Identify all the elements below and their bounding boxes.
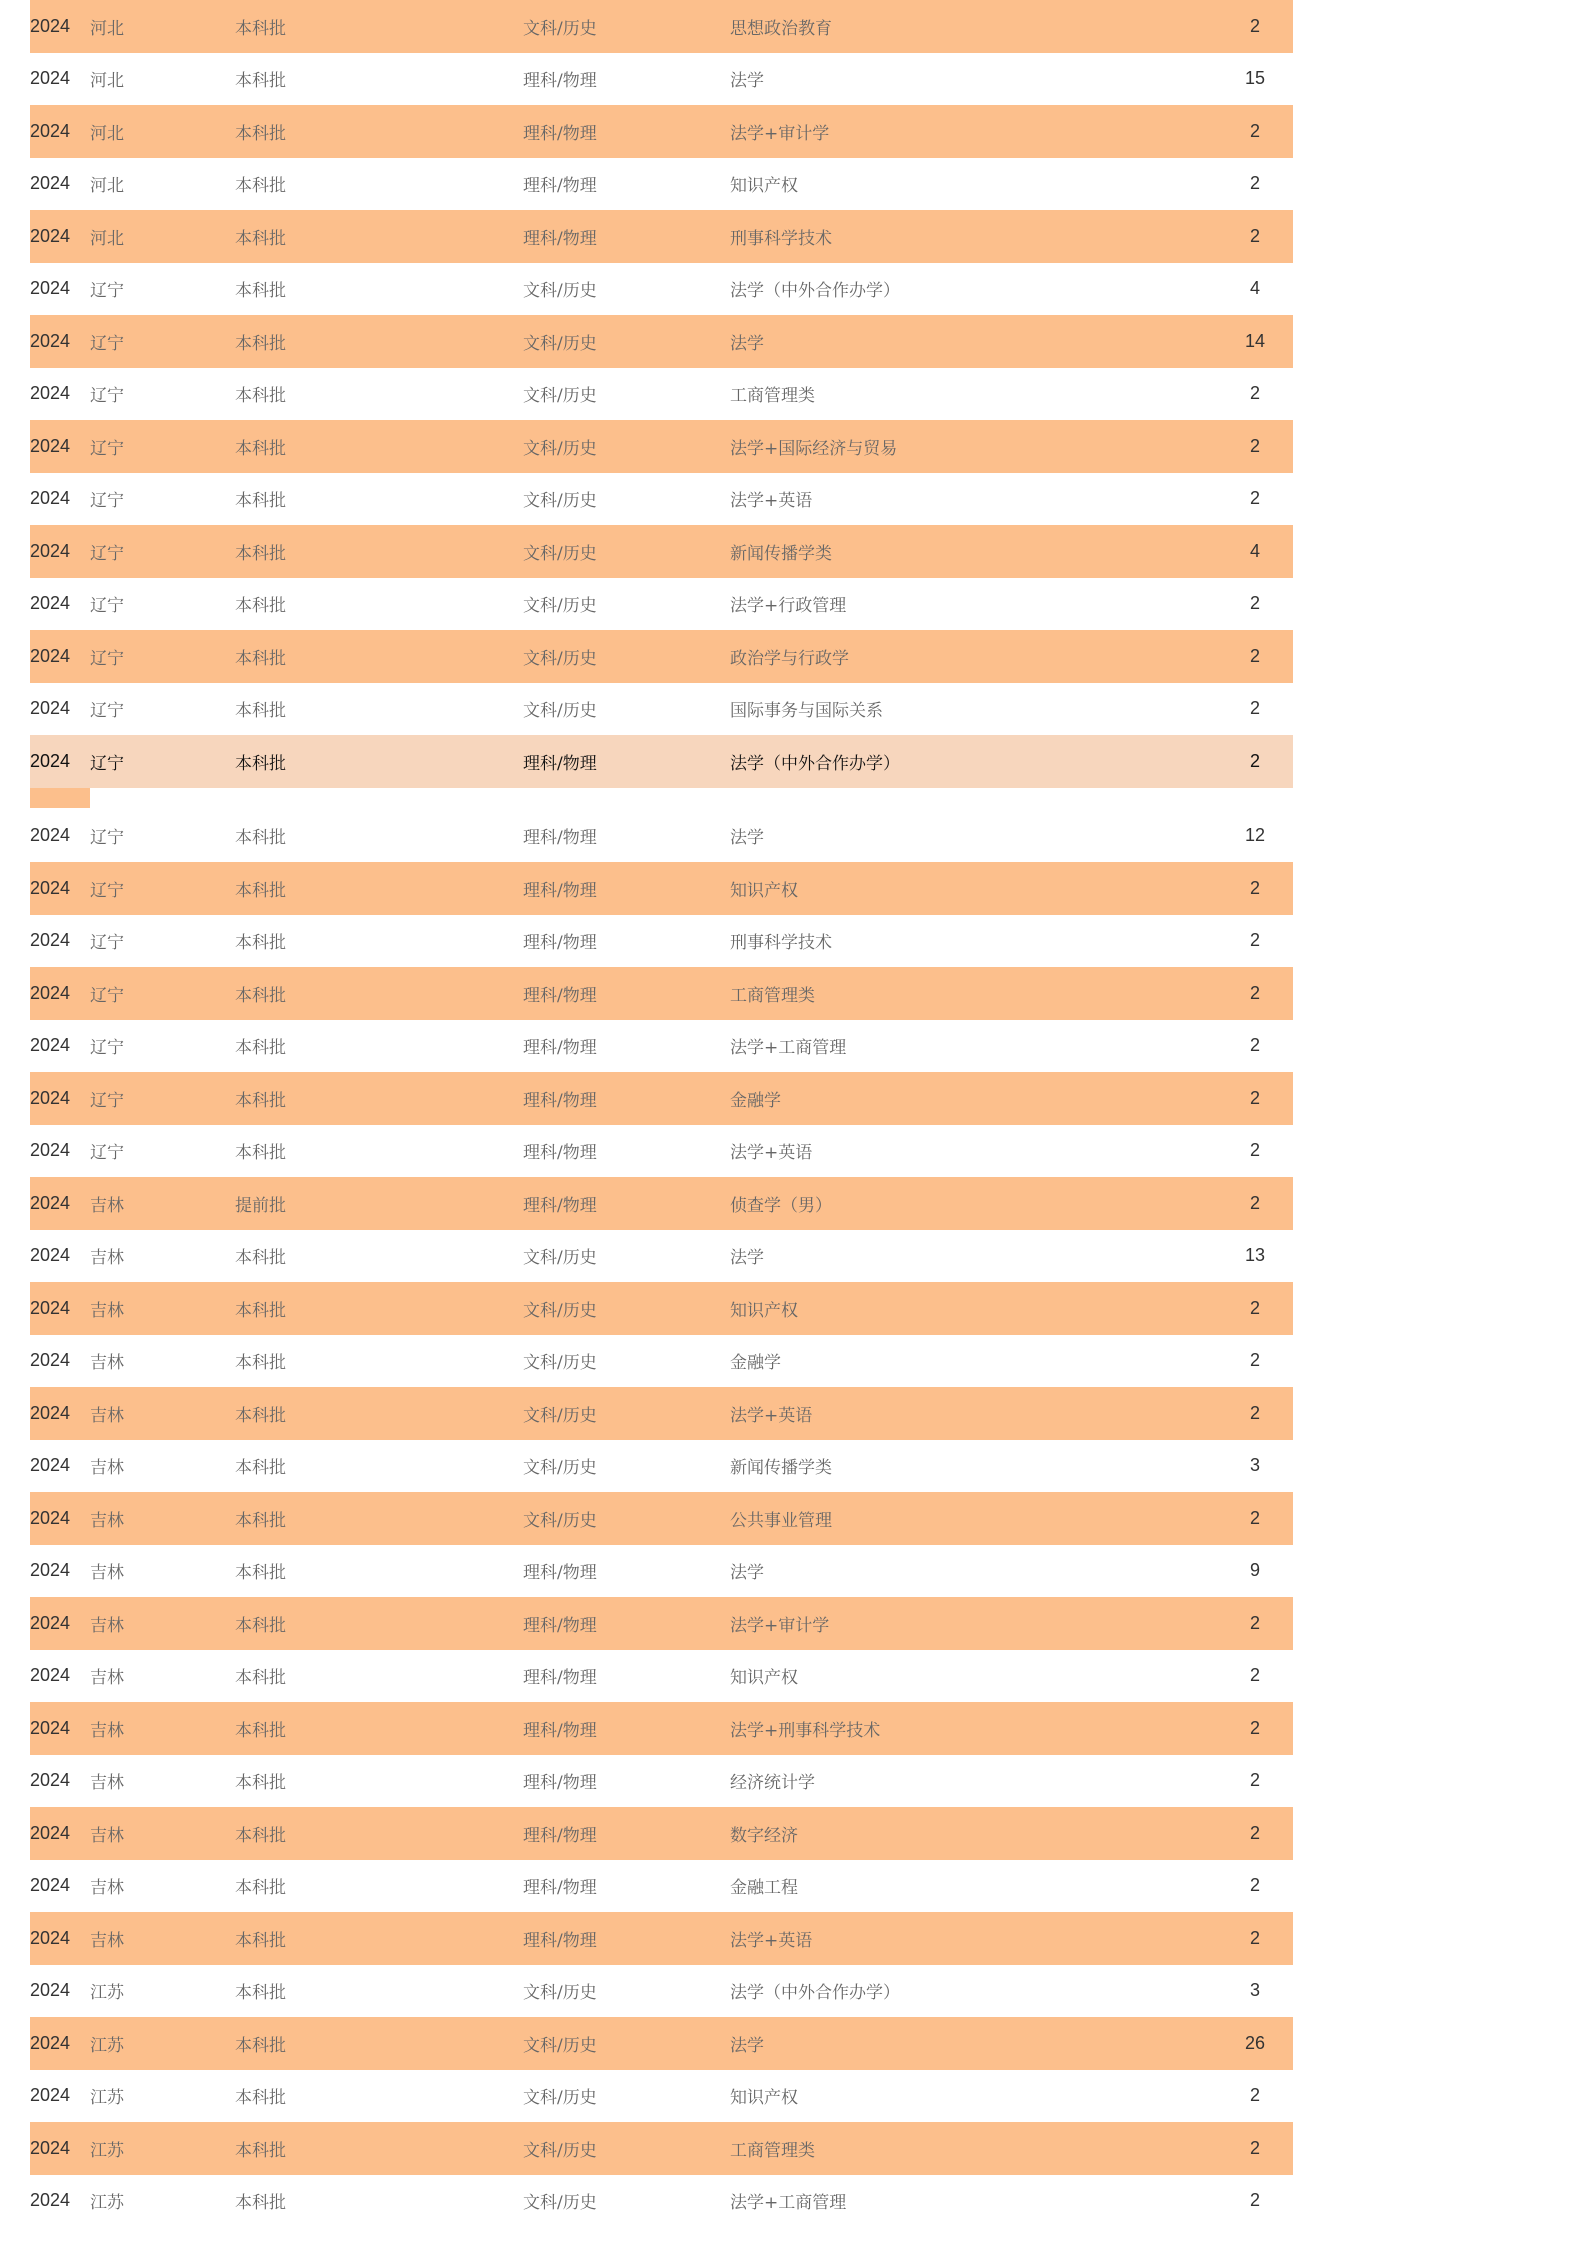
table-row[interactable]	[30, 1492, 1293, 1545]
batch-cell[interactable]: 本科批	[235, 491, 286, 512]
major-cell[interactable]: 知识产权	[730, 176, 798, 197]
subject-type-cell[interactable]: 理科/物理	[523, 828, 597, 849]
major-cell[interactable]: 金融学	[730, 1353, 781, 1374]
province-cell[interactable]: 吉林	[90, 1563, 124, 1584]
major-cell[interactable]: 法学+工商管理	[730, 2193, 847, 2214]
subject-type-cell[interactable]: 理科/物理	[523, 753, 597, 774]
major-cell[interactable]: 法学+英语	[730, 1143, 813, 1164]
count-cell[interactable]: 3	[1249, 1980, 1260, 2001]
major-cell[interactable]: 法学	[730, 2035, 764, 2056]
count-cell[interactable]: 15	[1244, 68, 1266, 89]
major-cell[interactable]: 法学+审计学	[730, 1615, 830, 1636]
year-cell[interactable]: 2024	[30, 825, 71, 846]
year-cell[interactable]: 2024	[30, 1455, 71, 1476]
province-cell[interactable]: 江苏	[90, 1983, 124, 2004]
year-cell[interactable]: 2024	[30, 15, 71, 36]
batch-cell[interactable]: 本科批	[235, 333, 286, 354]
batch-cell[interactable]: 本科批	[235, 701, 286, 722]
year-cell[interactable]: 2024	[30, 68, 71, 89]
count-cell[interactable]: 2	[1249, 1035, 1260, 1056]
major-cell[interactable]: 刑事科学技术	[730, 933, 832, 954]
year-cell[interactable]: 2024	[30, 1822, 71, 1843]
table-row-selected[interactable]	[30, 735, 1293, 788]
subject-type-cell[interactable]: 文科/历史	[523, 1248, 597, 1269]
province-cell[interactable]: 吉林	[90, 1930, 124, 1951]
province-cell[interactable]: 吉林	[90, 1300, 124, 1321]
table-row[interactable]	[30, 53, 1293, 106]
count-cell[interactable]: 2	[1249, 1665, 1260, 1686]
major-cell[interactable]: 法学	[730, 1248, 764, 1269]
table-row[interactable]	[30, 1912, 1293, 1965]
year-cell[interactable]: 2024	[30, 2137, 71, 2158]
major-cell[interactable]: 知识产权	[730, 2088, 798, 2109]
subject-type-cell[interactable]: 文科/历史	[523, 2193, 597, 2214]
subject-type-cell[interactable]: 理科/物理	[523, 933, 597, 954]
table-row[interactable]	[30, 1650, 1293, 1703]
province-cell[interactable]: 辽宁	[90, 543, 124, 564]
major-cell[interactable]: 法学（中外合作办学）	[730, 1983, 900, 2004]
count-cell[interactable]: 2	[1249, 1717, 1260, 1738]
count-cell[interactable]: 2	[1249, 1350, 1260, 1371]
year-cell[interactable]: 2024	[30, 750, 71, 771]
batch-cell[interactable]: 本科批	[235, 2140, 286, 2161]
batch-cell[interactable]: 本科批	[235, 753, 286, 774]
subject-type-cell[interactable]: 文科/历史	[523, 2140, 597, 2161]
major-cell[interactable]: 工商管理类	[730, 2140, 815, 2161]
major-cell[interactable]: 法学+行政管理	[730, 596, 847, 617]
province-cell[interactable]: 河北	[90, 123, 124, 144]
batch-cell[interactable]: 本科批	[235, 386, 286, 407]
subject-type-cell[interactable]: 文科/历史	[523, 648, 597, 669]
batch-cell[interactable]: 本科批	[235, 933, 286, 954]
year-cell[interactable]: 2024	[30, 1192, 71, 1213]
table-row[interactable]	[30, 0, 1293, 53]
subject-type-cell[interactable]: 文科/历史	[523, 2088, 597, 2109]
batch-cell[interactable]: 本科批	[235, 1300, 286, 1321]
table-row[interactable]	[30, 1387, 1293, 1440]
batch-cell[interactable]: 本科批	[235, 1458, 286, 1479]
year-cell[interactable]: 2024	[30, 877, 71, 898]
table-row[interactable]	[30, 2017, 1293, 2070]
subject-type-cell[interactable]: 文科/历史	[523, 1983, 597, 2004]
count-cell[interactable]: 2	[1249, 1822, 1260, 1843]
count-cell[interactable]: 2	[1249, 488, 1260, 509]
table-row[interactable]	[30, 1020, 1293, 1073]
count-cell[interactable]: 2	[1249, 1297, 1260, 1318]
year-cell[interactable]: 2024	[30, 330, 71, 351]
count-cell[interactable]: 2	[1249, 383, 1260, 404]
year-cell[interactable]: 2024	[30, 1140, 71, 1161]
subject-type-cell[interactable]: 理科/物理	[523, 1773, 597, 1794]
major-cell[interactable]: 刑事科学技术	[730, 228, 832, 249]
count-cell[interactable]: 2	[1249, 930, 1260, 951]
batch-cell[interactable]: 本科批	[235, 2035, 286, 2056]
cell-selection-highlight[interactable]	[30, 788, 90, 808]
count-cell[interactable]: 4	[1249, 540, 1260, 561]
table-row[interactable]	[30, 473, 1293, 526]
major-cell[interactable]: 公共事业管理	[730, 1510, 832, 1531]
count-cell[interactable]: 2	[1249, 15, 1260, 36]
province-cell[interactable]: 吉林	[90, 1668, 124, 1689]
major-cell[interactable]: 工商管理类	[730, 985, 815, 1006]
count-cell[interactable]: 2	[1249, 1875, 1260, 1896]
province-cell[interactable]: 吉林	[90, 1773, 124, 1794]
batch-cell[interactable]: 本科批	[235, 1773, 286, 1794]
subject-type-cell[interactable]: 理科/物理	[523, 123, 597, 144]
province-cell[interactable]: 吉林	[90, 1458, 124, 1479]
province-cell[interactable]: 吉林	[90, 1195, 124, 1216]
subject-type-cell[interactable]: 文科/历史	[523, 1405, 597, 1426]
subject-type-cell[interactable]: 理科/物理	[523, 880, 597, 901]
subject-type-cell[interactable]: 文科/历史	[523, 1458, 597, 1479]
table-row[interactable]	[30, 1597, 1293, 1650]
year-cell[interactable]: 2024	[30, 1612, 71, 1633]
table-row[interactable]	[30, 105, 1293, 158]
major-cell[interactable]: 数字经济	[730, 1825, 798, 1846]
batch-cell[interactable]: 本科批	[235, 438, 286, 459]
province-cell[interactable]: 江苏	[90, 2035, 124, 2056]
major-cell[interactable]: 法学（中外合作办学）	[730, 281, 900, 302]
province-cell[interactable]: 河北	[90, 18, 124, 39]
count-cell[interactable]: 3	[1249, 1455, 1260, 1476]
batch-cell[interactable]: 本科批	[235, 1668, 286, 1689]
count-cell[interactable]: 4	[1249, 278, 1260, 299]
major-cell[interactable]: 法学+英语	[730, 1405, 813, 1426]
year-cell[interactable]: 2024	[30, 1560, 71, 1581]
province-cell[interactable]: 吉林	[90, 1878, 124, 1899]
major-cell[interactable]: 法学	[730, 828, 764, 849]
batch-cell[interactable]: 本科批	[235, 281, 286, 302]
major-cell[interactable]: 法学+英语	[730, 491, 813, 512]
subject-type-cell[interactable]: 理科/物理	[523, 1825, 597, 1846]
year-cell[interactable]: 2024	[30, 1875, 71, 1896]
count-cell[interactable]: 2	[1249, 1402, 1260, 1423]
table-row[interactable]	[30, 2122, 1293, 2175]
province-cell[interactable]: 吉林	[90, 1353, 124, 1374]
table-row[interactable]	[30, 967, 1293, 1020]
table-row[interactable]	[30, 315, 1293, 368]
major-cell[interactable]: 政治学与行政学	[730, 648, 849, 669]
table-row[interactable]	[30, 1177, 1293, 1230]
province-cell[interactable]: 辽宁	[90, 1038, 124, 1059]
subject-type-cell[interactable]: 文科/历史	[523, 1353, 597, 1374]
subject-type-cell[interactable]: 理科/物理	[523, 1930, 597, 1951]
major-cell[interactable]: 国际事务与国际关系	[730, 701, 883, 722]
count-cell[interactable]: 2	[1249, 1087, 1260, 1108]
batch-cell[interactable]: 本科批	[235, 71, 286, 92]
year-cell[interactable]: 2024	[30, 488, 71, 509]
table-row[interactable]	[30, 263, 1293, 316]
subject-type-cell[interactable]: 文科/历史	[523, 18, 597, 39]
table-body-upper	[30, 0, 1293, 788]
province-cell[interactable]: 辽宁	[90, 333, 124, 354]
count-cell[interactable]: 2	[1249, 2085, 1260, 2106]
year-cell[interactable]: 2024	[30, 1665, 71, 1686]
subject-type-cell[interactable]: 文科/历史	[523, 1300, 597, 1321]
major-cell[interactable]: 法学	[730, 71, 764, 92]
province-cell[interactable]: 辽宁	[90, 438, 124, 459]
year-cell[interactable]: 2024	[30, 1245, 71, 1266]
major-cell[interactable]: 金融工程	[730, 1878, 798, 1899]
count-cell[interactable]: 2	[1249, 1507, 1260, 1528]
count-cell[interactable]: 2	[1249, 120, 1260, 141]
province-cell[interactable]: 河北	[90, 176, 124, 197]
table-row[interactable]	[30, 1072, 1293, 1125]
table-row[interactable]	[30, 525, 1293, 578]
major-cell[interactable]: 新闻传播学类	[730, 543, 832, 564]
province-cell[interactable]: 河北	[90, 71, 124, 92]
province-cell[interactable]: 辽宁	[90, 491, 124, 512]
table-row[interactable]	[30, 2070, 1293, 2123]
batch-cell[interactable]: 本科批	[235, 1143, 286, 1164]
subject-type-cell[interactable]: 理科/物理	[523, 1720, 597, 1741]
province-cell[interactable]: 吉林	[90, 1615, 124, 1636]
major-cell[interactable]: 思想政治教育	[730, 18, 832, 39]
batch-cell[interactable]: 本科批	[235, 1825, 286, 1846]
table-row[interactable]	[30, 1702, 1293, 1755]
subject-type-cell[interactable]: 理科/物理	[523, 1668, 597, 1689]
table-row[interactable]	[30, 810, 1293, 863]
subject-type-cell[interactable]: 理科/物理	[523, 1615, 597, 1636]
year-cell[interactable]: 2024	[30, 593, 71, 614]
subject-type-cell[interactable]: 文科/历史	[523, 281, 597, 302]
year-cell[interactable]: 2024	[30, 1770, 71, 1791]
count-cell[interactable]: 2	[1249, 1192, 1260, 1213]
subject-type-cell[interactable]: 理科/物理	[523, 228, 597, 249]
year-cell[interactable]: 2024	[30, 930, 71, 951]
batch-cell[interactable]: 本科批	[235, 176, 286, 197]
subject-type-cell[interactable]: 理科/物理	[523, 1195, 597, 1216]
batch-cell[interactable]: 本科批	[235, 123, 286, 144]
subject-type-cell[interactable]: 文科/历史	[523, 701, 597, 722]
table-row[interactable]	[30, 2175, 1293, 2228]
province-cell[interactable]: 江苏	[90, 2088, 124, 2109]
batch-cell[interactable]: 本科批	[235, 1510, 286, 1531]
table-row[interactable]	[30, 915, 1293, 968]
major-cell[interactable]: 法学（中外合作办学）	[730, 753, 900, 774]
major-cell[interactable]: 法学+工商管理	[730, 1038, 847, 1059]
batch-cell[interactable]: 本科批	[235, 596, 286, 617]
count-cell[interactable]: 2	[1249, 593, 1260, 614]
province-cell[interactable]: 吉林	[90, 1405, 124, 1426]
batch-cell[interactable]: 本科批	[235, 1983, 286, 2004]
count-cell[interactable]: 2	[1249, 1612, 1260, 1633]
count-cell[interactable]: 2	[1249, 1140, 1260, 1161]
province-cell[interactable]: 辽宁	[90, 1143, 124, 1164]
batch-cell[interactable]: 本科批	[235, 228, 286, 249]
province-cell[interactable]: 江苏	[90, 2193, 124, 2214]
subject-type-cell[interactable]: 理科/物理	[523, 71, 597, 92]
year-cell[interactable]: 2024	[30, 2032, 71, 2053]
subject-type-cell[interactable]: 理科/物理	[523, 176, 597, 197]
batch-cell[interactable]: 本科批	[235, 828, 286, 849]
batch-cell[interactable]: 本科批	[235, 1405, 286, 1426]
subject-type-cell[interactable]: 文科/历史	[523, 1510, 597, 1531]
province-cell[interactable]: 江苏	[90, 2140, 124, 2161]
subject-type-cell[interactable]: 理科/物理	[523, 1878, 597, 1899]
count-cell[interactable]: 2	[1249, 982, 1260, 1003]
major-cell[interactable]: 法学	[730, 333, 764, 354]
table-row[interactable]	[30, 1440, 1293, 1493]
table-row[interactable]	[30, 630, 1293, 683]
year-cell[interactable]: 2024	[30, 645, 71, 666]
major-cell[interactable]: 侦查学（男）	[730, 1195, 832, 1216]
batch-cell[interactable]: 本科批	[235, 1720, 286, 1741]
count-cell[interactable]: 2	[1249, 225, 1260, 246]
year-cell[interactable]: 2024	[30, 1717, 71, 1738]
year-cell[interactable]: 2024	[30, 120, 71, 141]
year-cell[interactable]: 2024	[30, 1507, 71, 1528]
table-row[interactable]	[30, 210, 1293, 263]
major-cell[interactable]: 经济统计学	[730, 1773, 815, 1794]
table-row[interactable]	[30, 1860, 1293, 1913]
batch-cell[interactable]: 本科批	[235, 2088, 286, 2109]
year-cell[interactable]: 2024	[30, 1927, 71, 1948]
year-cell[interactable]: 2024	[30, 540, 71, 561]
batch-cell[interactable]: 本科批	[235, 1878, 286, 1899]
batch-cell[interactable]: 本科批	[235, 18, 286, 39]
subject-type-cell[interactable]: 理科/物理	[523, 985, 597, 1006]
major-cell[interactable]: 知识产权	[730, 880, 798, 901]
table-row[interactable]	[30, 1125, 1293, 1178]
admission-table	[30, 0, 1293, 2227]
province-cell[interactable]: 辽宁	[90, 933, 124, 954]
table-row[interactable]	[30, 683, 1293, 736]
count-cell[interactable]: 2	[1249, 877, 1260, 898]
table-row[interactable]	[30, 1230, 1293, 1283]
table-body-lower	[30, 810, 1293, 2228]
subject-type-cell[interactable]: 文科/历史	[523, 491, 597, 512]
year-cell[interactable]: 2024	[30, 2085, 71, 2106]
count-cell[interactable]: 2	[1249, 2190, 1260, 2211]
subject-type-cell[interactable]: 文科/历史	[523, 2035, 597, 2056]
year-cell[interactable]: 2024	[30, 2190, 71, 2211]
table-row[interactable]	[30, 1335, 1293, 1388]
province-cell[interactable]: 河北	[90, 228, 124, 249]
table-row[interactable]	[30, 158, 1293, 211]
subject-type-cell[interactable]: 理科/物理	[523, 1038, 597, 1059]
year-cell[interactable]: 2024	[30, 435, 71, 456]
count-cell[interactable]: 14	[1244, 330, 1266, 351]
count-cell[interactable]: 12	[1244, 825, 1266, 846]
year-cell[interactable]: 2024	[30, 1035, 71, 1056]
major-cell[interactable]: 法学+国际经济与贸易	[730, 438, 898, 459]
major-cell[interactable]: 法学	[730, 1563, 764, 1584]
province-cell[interactable]: 辽宁	[90, 828, 124, 849]
batch-cell[interactable]: 本科批	[235, 648, 286, 669]
major-cell[interactable]: 法学+刑事科学技术	[730, 1720, 881, 1741]
major-cell[interactable]: 法学+审计学	[730, 123, 830, 144]
count-cell[interactable]: 26	[1244, 2032, 1266, 2053]
year-cell[interactable]: 2024	[30, 173, 71, 194]
major-cell[interactable]: 新闻传播学类	[730, 1458, 832, 1479]
batch-cell[interactable]: 本科批	[235, 1090, 286, 1111]
year-cell[interactable]: 2024	[30, 982, 71, 1003]
table-row[interactable]	[30, 1807, 1293, 1860]
table-row[interactable]	[30, 1755, 1293, 1808]
subject-type-cell[interactable]: 文科/历史	[523, 596, 597, 617]
major-cell[interactable]: 知识产权	[730, 1300, 798, 1321]
province-cell[interactable]: 吉林	[90, 1720, 124, 1741]
year-cell[interactable]: 2024	[30, 1402, 71, 1423]
year-cell[interactable]: 2024	[30, 1980, 71, 2001]
batch-cell[interactable]: 本科批	[235, 2193, 286, 2214]
province-cell[interactable]: 吉林	[90, 1248, 124, 1269]
province-cell[interactable]: 辽宁	[90, 386, 124, 407]
batch-cell[interactable]: 提前批	[235, 1195, 286, 1216]
batch-cell[interactable]: 本科批	[235, 1563, 286, 1584]
count-cell[interactable]: 2	[1249, 1927, 1260, 1948]
year-cell[interactable]: 2024	[30, 1350, 71, 1371]
year-cell[interactable]: 2024	[30, 1297, 71, 1318]
table-row[interactable]	[30, 1545, 1293, 1598]
subject-type-cell[interactable]: 文科/历史	[523, 386, 597, 407]
count-cell[interactable]: 2	[1249, 1770, 1260, 1791]
count-cell[interactable]: 2	[1249, 2137, 1260, 2158]
table-row[interactable]	[30, 368, 1293, 421]
row-gap	[30, 788, 1293, 810]
count-cell[interactable]: 2	[1249, 435, 1260, 456]
province-cell[interactable]: 辽宁	[90, 880, 124, 901]
table-row[interactable]	[30, 1965, 1293, 2018]
batch-cell[interactable]: 本科批	[235, 985, 286, 1006]
province-cell[interactable]: 辽宁	[90, 1090, 124, 1111]
province-cell[interactable]: 辽宁	[90, 985, 124, 1006]
major-cell[interactable]: 工商管理类	[730, 386, 815, 407]
count-cell[interactable]: 2	[1249, 698, 1260, 719]
subject-type-cell[interactable]: 理科/物理	[523, 1090, 597, 1111]
province-cell[interactable]: 辽宁	[90, 753, 124, 774]
year-cell[interactable]: 2024	[30, 278, 71, 299]
province-cell[interactable]: 辽宁	[90, 648, 124, 669]
major-cell[interactable]: 法学+英语	[730, 1930, 813, 1951]
year-cell[interactable]: 2024	[30, 383, 71, 404]
batch-cell[interactable]: 本科批	[235, 543, 286, 564]
table-row[interactable]	[30, 1282, 1293, 1335]
subject-type-cell[interactable]: 理科/物理	[523, 1143, 597, 1164]
count-cell[interactable]: 13	[1244, 1245, 1266, 1266]
count-cell[interactable]: 2	[1249, 645, 1260, 666]
subject-type-cell[interactable]: 文科/历史	[523, 333, 597, 354]
batch-cell[interactable]: 本科批	[235, 880, 286, 901]
subject-type-cell[interactable]: 理科/物理	[523, 1563, 597, 1584]
year-cell[interactable]: 2024	[30, 1087, 71, 1108]
province-cell[interactable]: 吉林	[90, 1825, 124, 1846]
subject-type-cell[interactable]: 文科/历史	[523, 438, 597, 459]
year-cell[interactable]: 2024	[30, 698, 71, 719]
province-cell[interactable]: 辽宁	[90, 701, 124, 722]
batch-cell[interactable]: 本科批	[235, 1038, 286, 1059]
province-cell[interactable]: 辽宁	[90, 596, 124, 617]
table-row[interactable]	[30, 578, 1293, 631]
province-cell[interactable]: 吉林	[90, 1510, 124, 1531]
major-cell[interactable]: 知识产权	[730, 1668, 798, 1689]
major-cell[interactable]: 金融学	[730, 1090, 781, 1111]
table-row[interactable]	[30, 420, 1293, 473]
batch-cell[interactable]: 本科批	[235, 1248, 286, 1269]
table-row[interactable]	[30, 862, 1293, 915]
batch-cell[interactable]: 本科批	[235, 1615, 286, 1636]
count-cell[interactable]: 2	[1249, 750, 1260, 771]
province-cell[interactable]: 辽宁	[90, 281, 124, 302]
batch-cell[interactable]: 本科批	[235, 1353, 286, 1374]
year-cell[interactable]: 2024	[30, 225, 71, 246]
subject-type-cell[interactable]: 文科/历史	[523, 543, 597, 564]
batch-cell[interactable]: 本科批	[235, 1930, 286, 1951]
count-cell[interactable]: 9	[1249, 1560, 1260, 1581]
count-cell[interactable]: 2	[1249, 173, 1260, 194]
